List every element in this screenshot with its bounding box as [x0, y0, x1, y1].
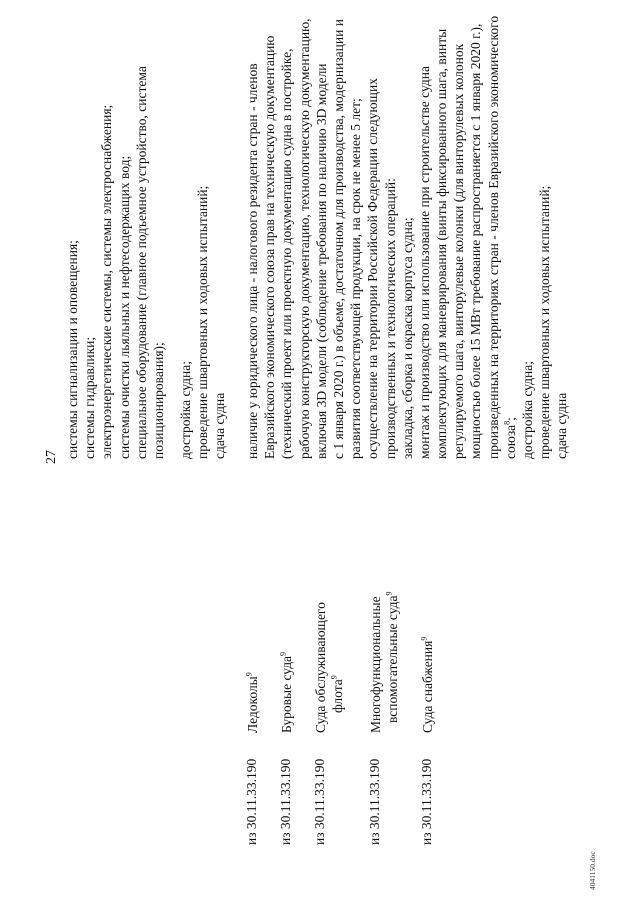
list-line: специальное оборудование (главное подъемное устройство, система: [133, 66, 149, 459]
req-line: произведенных на территориях стран - членов Евразийского экономического: [485, 15, 501, 459]
ship-type-label: Многофункциональные: [368, 596, 383, 733]
list-line: системы очистки льяльных и нефтесодержащих вод;: [116, 155, 132, 459]
list-line: электроэнергетические системы, системы электроснабжения;: [99, 104, 115, 459]
req-line: комплектующих для маневрирования (винты фиксированного шага, винты: [434, 28, 450, 459]
okpd-code: из 30.11.33.190: [244, 758, 259, 845]
req-line: с 1 января 2020 г.) в объеме, достаточном для производства, модернизации и: [330, 19, 346, 459]
operations-list: [177, 186, 229, 459]
footnote-marker: 9: [244, 672, 254, 677]
page-number: 27: [44, 450, 59, 464]
ship-type-name: [244, 672, 261, 733]
req-line: (технический проект или проектную документацию судна в постройке,: [279, 48, 295, 459]
okpd-code: из 30.11.33.190: [419, 758, 434, 845]
list-line: проведение швартовных и ходовых испытаний;: [195, 185, 211, 459]
req-line: монтаж и производство или использование при строительстве судна: [416, 66, 432, 459]
footnote-marker: 9: [419, 636, 429, 641]
list-line: системы гидравлики;: [82, 336, 98, 459]
list-line: достройка судна;: [178, 360, 193, 459]
req-line: развития соответствующей продукции, на срок не менее 5 лет;: [348, 98, 364, 459]
okpd-code: из 30.11.33.190: [312, 758, 327, 845]
ship-type-label-cont: [384, 592, 401, 734]
ship-type-label-line: флота: [330, 679, 345, 713]
footer-file-code: 4041150.doc: [588, 851, 597, 890]
ship-type-name: [367, 592, 401, 734]
okpd-code: из 30.11.33.190: [278, 758, 293, 845]
req-line: рабочую конструкторскую документацию, технологическую документацию,: [296, 18, 312, 459]
ship-type-name: [419, 637, 436, 733]
ship-type-label-line: вспомогательные суда: [385, 595, 400, 723]
list-line: позиционирования);: [150, 342, 166, 459]
footnote-marker: 9: [384, 591, 394, 596]
req-line: закладка, сборка и окраска корпуса судна;: [399, 217, 415, 459]
okpd-code: из 30.11.33.190: [367, 758, 382, 845]
footnote-marker: 9: [329, 675, 339, 680]
footnote-marker: 8: [502, 420, 512, 425]
list-line: системы сигнализации и оповещения;: [65, 240, 80, 459]
req-line: Евразийского экономического союза прав на техническую документацию: [262, 35, 278, 459]
req-line: мощностью более 15 МВт требование распространяется с 1 января 2020 г.),: [468, 23, 484, 459]
req-line: достройка судна;: [520, 360, 535, 459]
list-line: сдача судна: [212, 392, 228, 459]
ship-type-label: Суда снабжения: [420, 640, 435, 733]
req-line: производственных и технологических операций:: [382, 178, 398, 459]
req-line: регулируемого шага, винторулевые колонки (для винторулевых колонок: [451, 43, 467, 459]
req-line: осуществление на территории Российской Федерации следующих: [365, 78, 381, 459]
requirements-text: [244, 16, 571, 459]
ship-type-label: Буровые суда: [279, 655, 294, 733]
ship-type-label-cont: [329, 602, 346, 733]
ship-type-name: [312, 602, 346, 733]
req-line: наличие у юридического лица - налогового резидента стран - членов: [245, 63, 260, 459]
req-line: проведение швартовных и ходовых испытаний;: [537, 185, 553, 459]
union-word: союза: [502, 424, 518, 459]
equipment-list: [64, 66, 167, 459]
footnote-marker: 9: [278, 651, 288, 656]
ship-type-name: [278, 652, 295, 733]
req-line-union: [502, 16, 519, 459]
req-line: сдача судна: [554, 392, 570, 459]
ship-type-label: Ледоколы: [245, 676, 260, 733]
union-tail: ;: [502, 417, 518, 421]
req-line: включая 3D модели (соблюдение требования по наличию 3D модели: [313, 63, 329, 459]
ship-type-label: Суда обслуживающего: [313, 602, 328, 733]
